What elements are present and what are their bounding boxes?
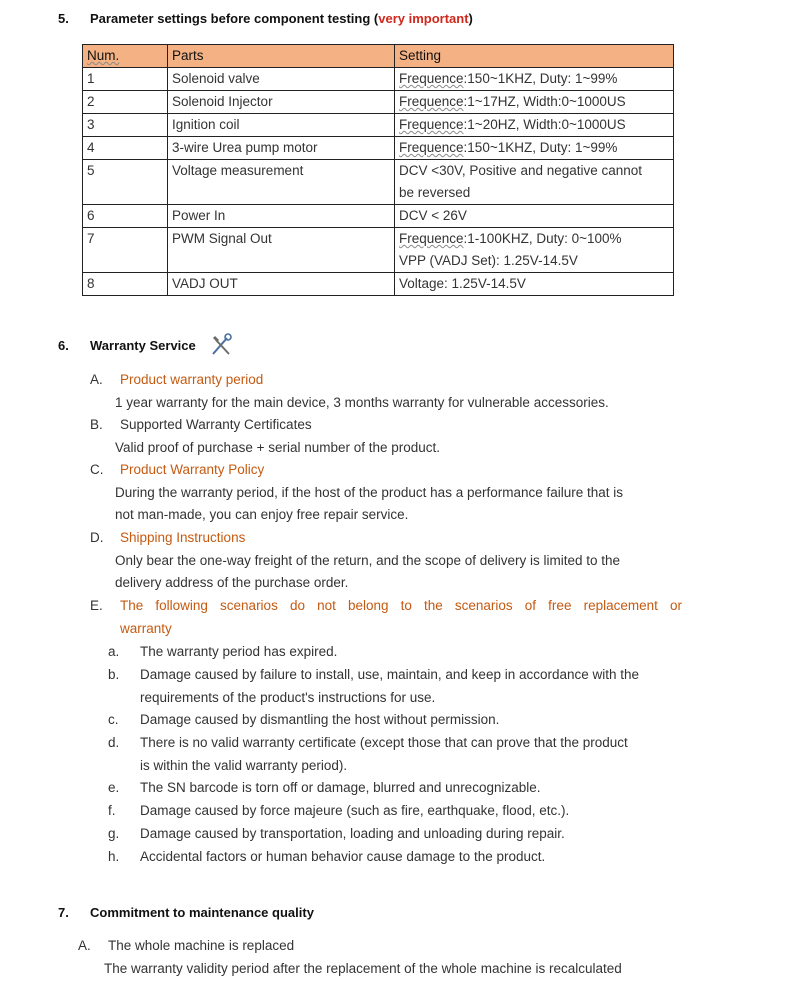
item-text: Accidental factors or human behavior cause damage to the product. (140, 849, 546, 864)
section-number: 7. (58, 905, 69, 920)
table-row (83, 137, 674, 160)
row-setting (395, 137, 674, 160)
item-label: A. (90, 372, 103, 387)
item-label: f. (108, 803, 116, 818)
setting-text: :1~17HZ, Width:0~1000US (463, 94, 626, 109)
item-label: e. (108, 780, 120, 795)
row-setting (395, 205, 674, 228)
row-num: 2 (83, 91, 168, 114)
item-text: Damage caused by force majeure (such as fire, earthquake, flood, etc.). (140, 803, 570, 818)
item-label: a. (108, 644, 120, 659)
setting-text: :1-100KHZ, Duty: 0~100% (463, 231, 622, 246)
row-part: Solenoid Injector (168, 91, 395, 114)
setting-text: DCV <30V, Positive and negative cannot (399, 163, 643, 178)
item-text: During the warranty period, if the host of the product has a performance failure that is (115, 484, 624, 500)
item-label: c. (108, 712, 119, 727)
row-setting (395, 160, 674, 205)
header-setting: Setting (395, 45, 674, 68)
important-highlight: very important (378, 11, 469, 26)
item-title: The whole machine is replaced (108, 938, 295, 953)
item-label: D. (90, 530, 104, 545)
row-num: 5 (83, 160, 168, 205)
item-text: Damage caused by transportation, loading and unloading during repair. (140, 826, 565, 841)
item-text: requirements of the product's instructions for use. (140, 689, 436, 705)
section-title: Warranty Service (90, 338, 196, 353)
wrench-screwdriver-icon (208, 332, 234, 358)
table-row (83, 228, 674, 273)
item-title: The following scenarios do not belong to the scenarios of free replacement or (120, 598, 682, 613)
item-title: Supported Warranty Certificates (120, 417, 312, 432)
table-header-row (83, 45, 674, 68)
item-label: b. (108, 667, 120, 682)
row-part: Solenoid valve (168, 68, 395, 91)
setting-prefix: Frequence (399, 117, 464, 132)
item-label: E. (90, 598, 103, 613)
item-text: The SN barcode is torn off or damage, blurred and unrecognizable. (140, 780, 541, 795)
item-text: 1 year warranty for the main device, 3 months warranty for vulnerable accessories. (115, 394, 609, 410)
table-row (83, 205, 674, 228)
item-text: There is no valid warranty certificate (except those that can prove that the product (140, 735, 628, 750)
section-title: Commitment to maintenance quality (90, 905, 314, 920)
item-label: g. (108, 826, 120, 841)
item-text: The warranty validity period after the replacement of the whole machine is recalculated (104, 960, 622, 976)
row-part: VADJ OUT (168, 273, 395, 296)
parameter-table (82, 44, 674, 296)
item-text: is within the valid warranty period). (140, 757, 348, 773)
table-row (83, 273, 674, 296)
header-num: Num. (83, 45, 168, 68)
row-num: 1 (83, 68, 168, 91)
item-label: C. (90, 462, 104, 477)
row-part: Ignition coil (168, 114, 395, 137)
item-text: Damage caused by dismantling the host without permission. (140, 712, 500, 727)
setting-prefix: Frequence (399, 140, 464, 155)
row-part: Voltage measurement (168, 160, 395, 205)
setting-text: DCV < 26V (399, 208, 467, 223)
item-text: The warranty period has expired. (140, 644, 338, 659)
item-text: not man-made, you can enjoy free repair service. (115, 507, 409, 522)
header-parts: Parts (168, 45, 395, 68)
row-part: PWM Signal Out (168, 228, 395, 273)
item-title: Product warranty period (120, 372, 264, 387)
item-label: B. (90, 417, 103, 432)
row-num: 6 (83, 205, 168, 228)
section-number: 5. (58, 11, 69, 26)
item-label: d. (108, 735, 120, 750)
item-text: Only bear the one-way freight of the return, and the scope of delivery is limited to the (115, 552, 621, 568)
row-setting (395, 228, 674, 273)
setting-prefix: Frequence (399, 94, 464, 109)
item-title-line2: warranty (120, 620, 172, 636)
row-num: 7 (83, 228, 168, 273)
section-number: 6. (58, 338, 69, 353)
row-setting (395, 114, 674, 137)
table-row (83, 68, 674, 91)
section-title: Parameter settings before component testing ( (90, 11, 379, 26)
item-text: Valid proof of purchase + serial number of the product. (115, 439, 441, 455)
setting-prefix: Frequence (399, 71, 464, 86)
row-setting (395, 91, 674, 114)
row-num: 8 (83, 273, 168, 296)
item-text: delivery address of the purchase order. (115, 575, 349, 590)
setting-text: :150~1KHZ, Duty: 1~99% (463, 71, 618, 86)
setting-text: :150~1KHZ, Duty: 1~99% (463, 140, 618, 155)
setting-text-line2: be reversed (399, 185, 471, 200)
setting-prefix: Frequence (399, 231, 464, 246)
item-label: h. (108, 849, 120, 864)
row-num: 4 (83, 137, 168, 160)
item-title: Product Warranty Policy (120, 462, 265, 477)
row-num: 3 (83, 114, 168, 137)
setting-text-line2: VPP (VADJ Set): 1.25V-14.5V (399, 253, 578, 268)
table-row (83, 160, 674, 205)
setting-text: :1~20HZ, Width:0~1000US (463, 117, 626, 132)
item-label: A. (78, 938, 91, 953)
setting-text: Voltage: 1.25V-14.5V (399, 276, 526, 291)
row-setting (395, 68, 674, 91)
table-row (83, 114, 674, 137)
row-part: Power In (168, 205, 395, 228)
table-row (83, 91, 674, 114)
item-title: Shipping Instructions (120, 530, 246, 545)
item-text: Damage caused by failure to install, use, maintain, and keep in accordance with the (140, 667, 640, 682)
row-part: 3-wire Urea pump motor (168, 137, 395, 160)
row-setting (395, 273, 674, 296)
section-title-end: ) (468, 11, 473, 26)
